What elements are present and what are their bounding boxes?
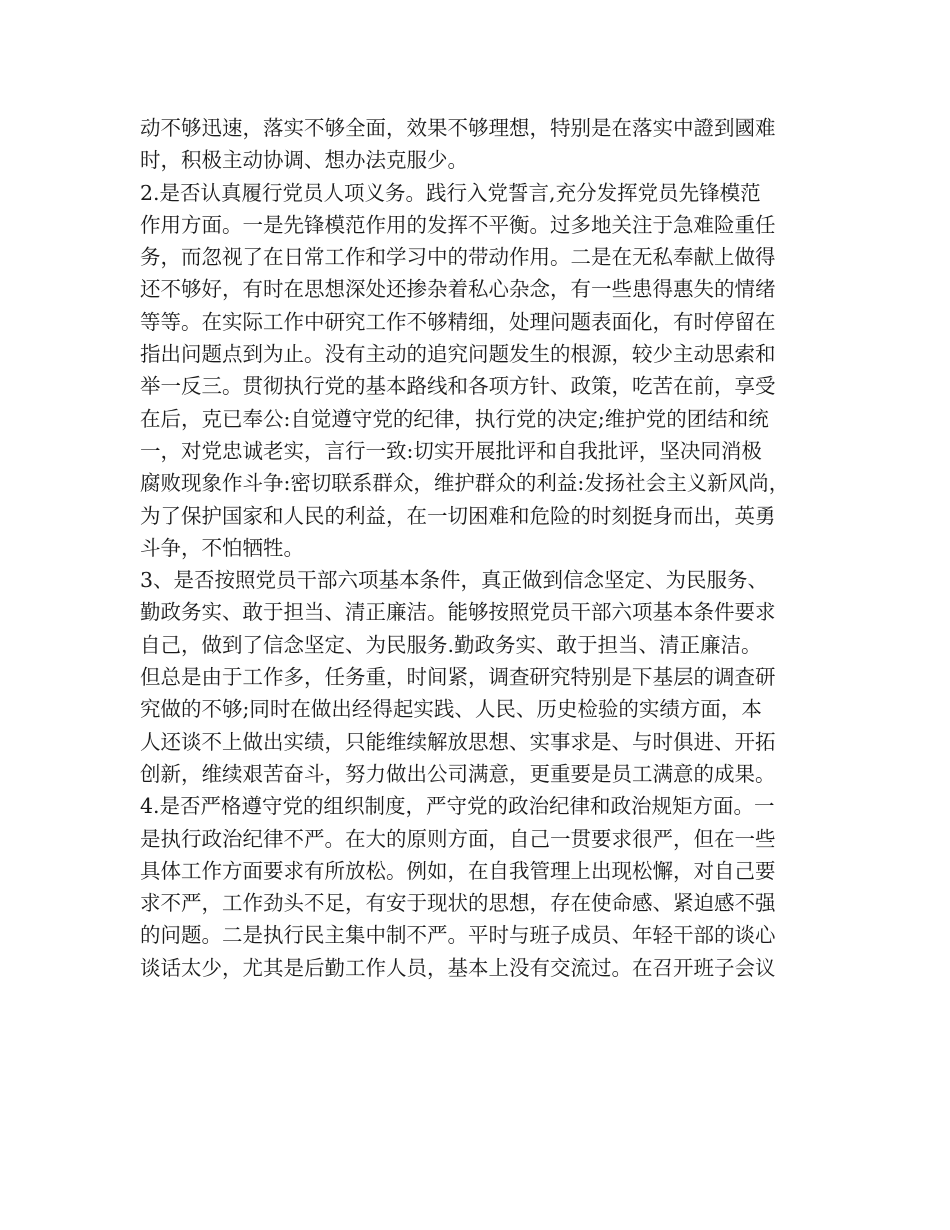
text-line: 务，而忽视了在日常工作和学习中的带动作用。二是在无私奉献上做得 xyxy=(140,245,776,270)
text-line: 究做的不够;同时在做出经得起实践、人民、历史检验的实绩方面，本 xyxy=(140,697,762,722)
text-line: 创新，维续艰苦奋斗，努力做出公司满意，更重要是员工满意的成果。 xyxy=(140,761,776,786)
text-line: 还不够好，有时在思想深处还掺杂着私心杂念，有一些患得惠失的情绪 xyxy=(140,277,776,302)
text-line: 但总是由于工作多，任务重，时间紧，调查研究特别是下基层的调查研 xyxy=(140,665,776,690)
text-line: 时，积极主动协调、想办法克服少。 xyxy=(140,148,468,173)
text-line: 一，对党忠诚老实，言行一致:切实开展批评和自我批评，坚决同消极 xyxy=(140,438,762,463)
text-line: 作用方面。一是先锋模范作用的发挥不平衡。过多地关注于急难险重任 xyxy=(140,212,776,237)
text-line: 人还谈不上做出实绩，只能维续解放思想、实事求是、与时俱进、开拓 xyxy=(140,729,776,754)
text-line: 腐败现象作斗争:密切联系群众，维护群众的利益:发扬社会主义新风尚， xyxy=(140,471,790,496)
text-line: 在后，克已奉公:自觉遵守党的纪律，执行党的决定;维护党的团结和统 xyxy=(140,406,769,431)
text-line: 等等。在实际工作中研究工作不够精细，处理问题表面化，有时停留在 xyxy=(140,309,776,334)
text-line: 的问题。二是执行民主集中制不严。平时与班子成员、年轻干部的谈心 xyxy=(140,923,776,948)
text-line: 4.是否严格遵守党的组织制度，严守党的政治纪律和政治规矩方面。一 xyxy=(140,794,775,819)
text-line: 斗争，不怕牺牲。 xyxy=(140,535,304,560)
text-line: 求不严，工作劲头不足，有安于现状的思想，存在使命感、紧迫感不强 xyxy=(140,891,776,916)
text-line: 是执行政治纪律不严。在大的原则方面，自己一贯要求很严，但在一些 xyxy=(140,826,776,851)
text-line: 2.是否认真履行党员人项义务。践行入党誓言,充分发挥党员先锋模范 xyxy=(140,180,761,205)
text-line: 为了保护国家和人民的利益，在一切困难和危险的时刻挺身而出，英勇 xyxy=(140,503,776,528)
body-text xyxy=(140,112,820,984)
text-line: 自己，做到了信念坚定、为民服务.勤政务实、敢于担当、清正廉洁。 xyxy=(140,632,762,657)
text-line: 勤政务实、敢于担当、清正廉洁。能够按照党员干部六项基本条件要求 xyxy=(140,600,776,625)
text-line: 具体工作方面要求有所放松。例如，在自我管理上出现松懈，对自己要 xyxy=(140,858,776,883)
text-line: 指出问题点到为止。没有主动的追究问题发生的根源，较少主动思索和 xyxy=(140,342,776,367)
text-line: 谈话太少，尤其是后勤工作人员，基本上没有交流过。在召开班子会议 xyxy=(140,955,776,980)
text-line: 举一反三。贯彻执行党的基本路线和各项方针、政策，吃苦在前，享受 xyxy=(140,374,776,399)
text-line: 3、是否按照党员干部六项基本条件，真正做到信念坚定、为民服务、 xyxy=(140,568,769,593)
text-line: 动不够迅速，落实不够全面，效果不够理想，特别是在落实中證到國难 xyxy=(140,116,776,140)
